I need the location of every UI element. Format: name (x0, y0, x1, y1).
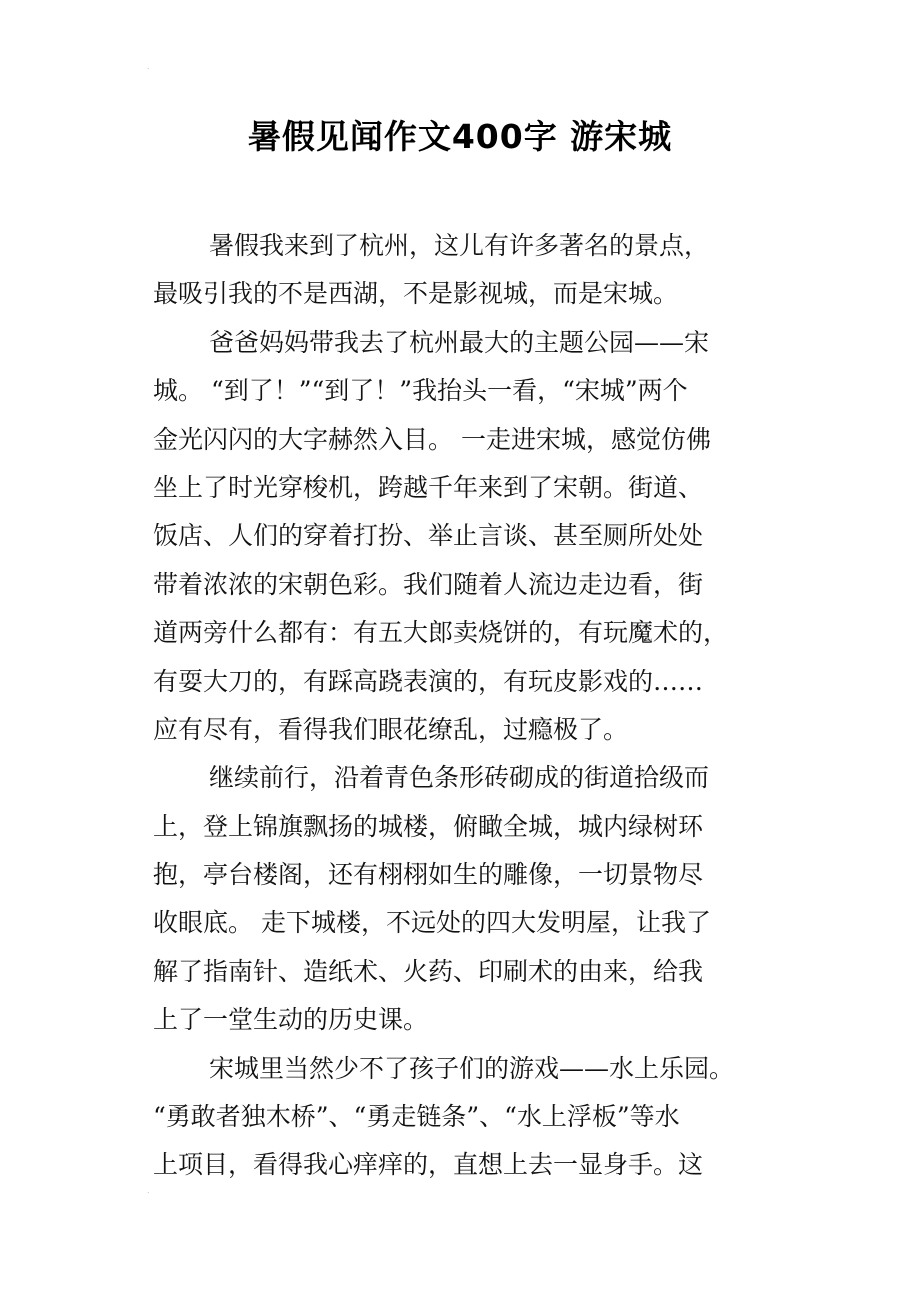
text-line: 金光闪闪的大字赫然入目。 一走进宋城，感觉仿佛 (153, 424, 711, 454)
text-line: 爸爸妈妈带我去了杭州最大的主题公园——宋 (209, 327, 710, 357)
text-line: 饭店、人们的穿着打扮、举止言谈、甚至厕所处处 (153, 521, 704, 551)
corner-mark-top: ˙ (146, 68, 151, 78)
text-line: 坐上了时光穿梭机，跨越千年来到了宋朝。街道、 (153, 472, 704, 502)
text-line: 上了一堂生动的历史课。 (153, 1005, 429, 1035)
text-line: 带着浓浓的宋朝色彩。我们随着人流边走边看，街 (153, 569, 704, 599)
text-line: 暑假我来到了杭州，这儿有许多著名的景点， (209, 231, 710, 260)
paragraph-2 (153, 319, 813, 755)
text-line: 收眼底。 走下城楼，不远处的四大发明屋，让我了 (153, 908, 711, 938)
paragraph-3 (153, 754, 813, 1044)
text-line: 最吸引我的不是西湖，不是影视城，而是宋城。 (153, 279, 679, 309)
text-line: 继续前行，沿着青色条形砖砌成的街道拾级而 (209, 763, 710, 793)
document-body (153, 222, 813, 1190)
text-line: 道两旁什么都有：有五大郎卖烧饼的，有玩魔术的， (153, 618, 729, 648)
document-title: 暑假见闻作文400字 游宋城 (247, 117, 673, 156)
text-line: 抱，亭台楼阁，还有栩栩如生的雕像，一切景物尽 (153, 860, 704, 890)
text-line: 应有尽有，看得我们眼花缭乱，过瘾极了。 (153, 714, 629, 744)
text-line: 宋城里当然少不了孩子们的游戏——水上乐园。 (209, 1053, 735, 1083)
text-line: 上，登上锦旗飘扬的城楼，俯瞰全城，城内绿树环 (153, 811, 704, 841)
text-line: 有耍大刀的，有踩高跷表演的，有玩皮影戏的…… (153, 666, 704, 696)
text-line: “勇敢者独木桥”、“勇走链条”、“水上浮板”等水 (153, 1102, 680, 1132)
paragraph-1 (153, 222, 813, 319)
paragraph-4 (153, 1045, 813, 1190)
corner-mark-bottom: ˙ (146, 1192, 151, 1202)
text-line: 上项目，看得我心痒痒的，直想上去一显身手。这 (153, 1150, 704, 1180)
text-line: 解了指南针、造纸术、火药、印刷术的由来，给我 (153, 956, 704, 986)
text-line: 城。 “到了！”“到了！”我抬头一看，“宋城”两个 (153, 376, 688, 406)
